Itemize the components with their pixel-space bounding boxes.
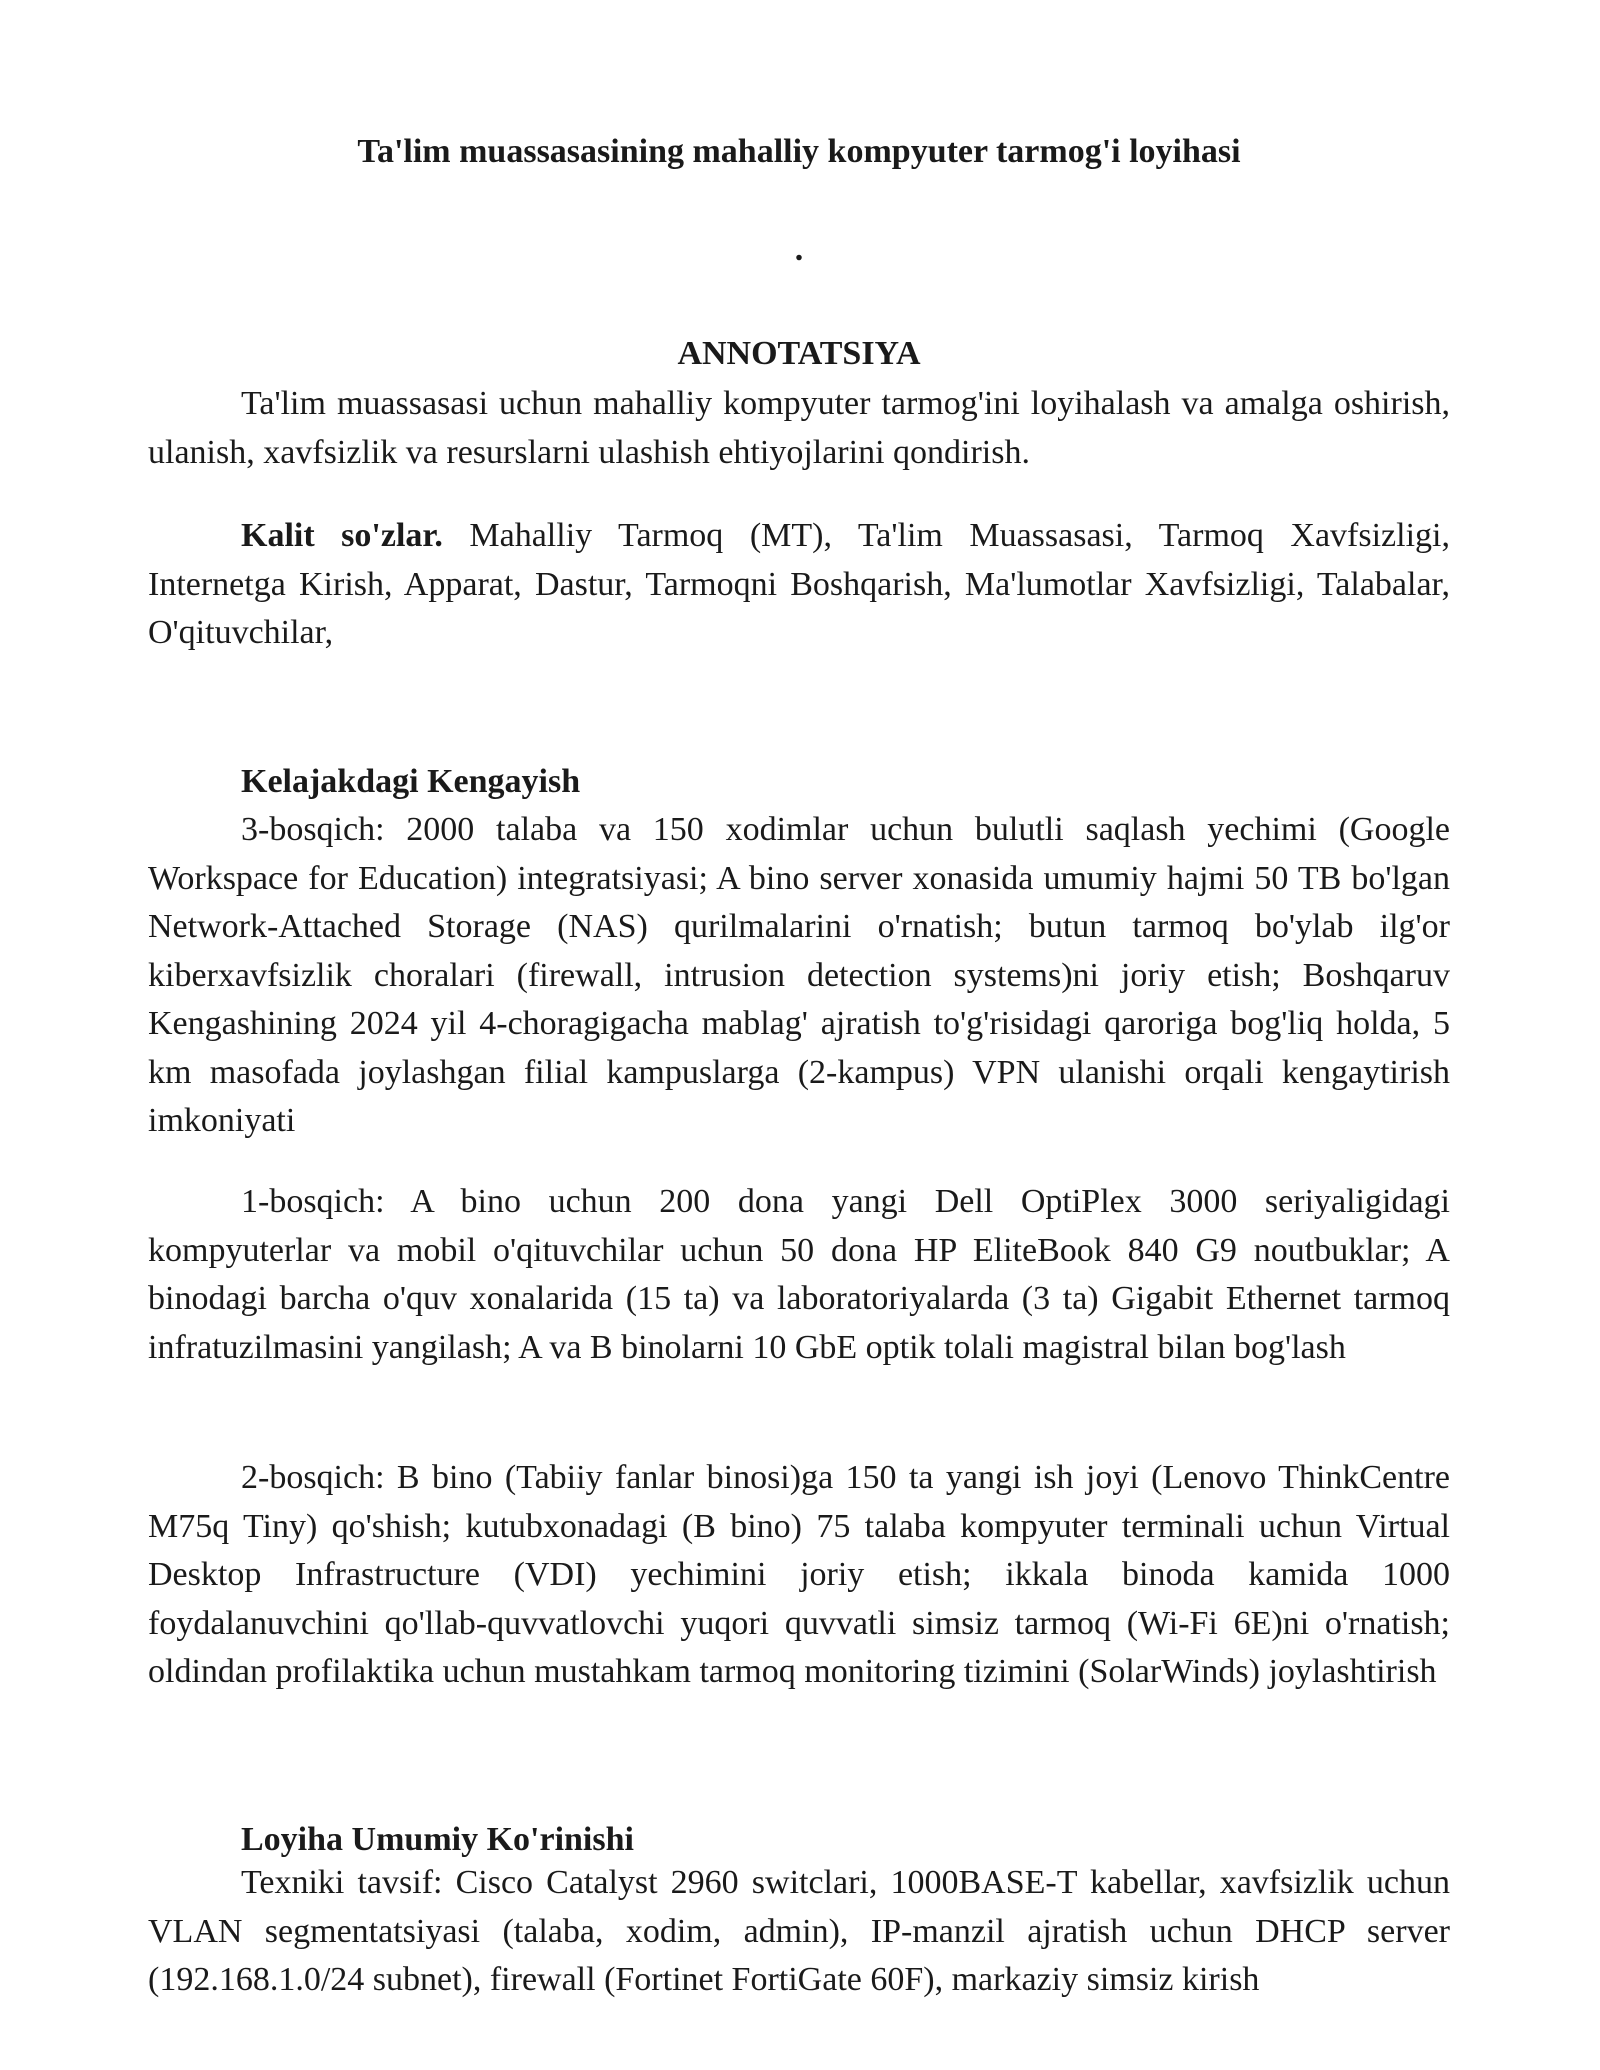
document-title: Ta'lim muassasasining mahalliy kompyuter tarmog'i loyihasi [357, 133, 1241, 170]
phase-3-paragraph: 3-bosqich: 2000 talaba va 150 xodimlar uchun bulutli saqlash yechimi (Google Workspace for Education) integratsiyasi; A bino server xonasida umumiy hajmi 50 TB bo'lgan Network-Attached Storage (NAS) qurilmalarini o'rnatish; butun tarmoq bo'ylab ilg'or kiberxavfsizlik choralari (firewall, intrusion detection systems)ni joriy etish; Boshqaruv Kengashining 2024 yil 4-choragigacha mablag' ajratish to'g'risidagi qaroriga bog'liq holda, 5 km masofada joylashgan filial kampuslarga (2-kampus) VPN ulanishi orqali kengaytirish imkoniyati [148, 811, 1450, 1139]
keywords-label: Kalit so'zlar. [241, 517, 443, 554]
phase-1-section [148, 1178, 1450, 1372]
keywords-section [148, 512, 1450, 658]
phase-2-section [148, 1454, 1450, 1697]
phase-1-paragraph: 1-bosqich: A bino uchun 200 dona yangi Dell OptiPlex 3000 seriyaligidagi kompyuterlar va mobil o'qituvchilar uchun 50 dona HP EliteBook 840 G9 noutbuklar; A binodagi barcha o'quv xonalarida (15 ta) va laboratoriyalarda (3 ta) Gigabit Ethernet tarmoq infratuzilmasini yangilash; A va B binolarni 10 GbE optik tolali magistral bilan bog'lash [148, 1183, 1450, 1366]
phase-2-paragraph: 2-bosqich: B bino (Tabiiy fanlar binosi)ga 150 ta yangi ish joyi (Lenovo ThinkCentre M75q Tiny) qo'shish; kutubxonadagi (B bino) 75 talaba kompyuter terminali uchun Virtual Desktop Infrastructure (VDI) yechimini joriy etish; ikkala binoda kamida 1000 foydalanuvchini qo'llab-quvvatlovchi yuqori quvvatli simsiz tarmoq (Wi-Fi 6E)ni o'rnatish; oldindan profilaktika uchun mustahkam tarmoq monitoring tizimini (SolarWinds) joylashtirish [148, 1459, 1450, 1690]
overview-heading: Loyiha Umumiy Ko'rinishi [241, 1821, 634, 1858]
keywords-text: Mahalliy Tarmoq (MT), Ta'lim Muassasasi, Tarmoq Xavfsizligi, Internetga Kirish, Apparat, Dastur, Tarmoqni Boshqarish, Ma'lumotlar Xavfsizligi, Talabalar, O'qituvchilar, [148, 517, 1450, 651]
annotation-text: Ta'lim muassasasi uchun mahalliy kompyuter tarmog'ini loyihalash va amalga oshirish, ulanish, xavfsizlik va resurslarni ulashish ehtiyojlarini qondirish. [148, 385, 1450, 471]
keywords-paragraph [148, 512, 1450, 658]
annotation-section [148, 380, 1450, 477]
annotation-heading: ANNOTATSIYA [677, 335, 921, 372]
future-heading: Kelajakdagi Kengayish [241, 763, 581, 800]
title-dot: . [794, 231, 804, 268]
phase-3-section [148, 806, 1450, 1146]
overview-section [148, 1859, 1450, 2005]
overview-paragraph: Texniki tavsif: Cisco Catalyst 2960 switclari, 1000BASE-T kabellar, xavfsizlik uchun VLAN segmentatsiyasi (talaba, xodim, admin), IP-manzil ajratish uchun DHCP server (192.168.1.0/24 subnet), firewall (Fortinet FortiGate 60F), markaziy simsiz kirish [148, 1864, 1450, 1998]
